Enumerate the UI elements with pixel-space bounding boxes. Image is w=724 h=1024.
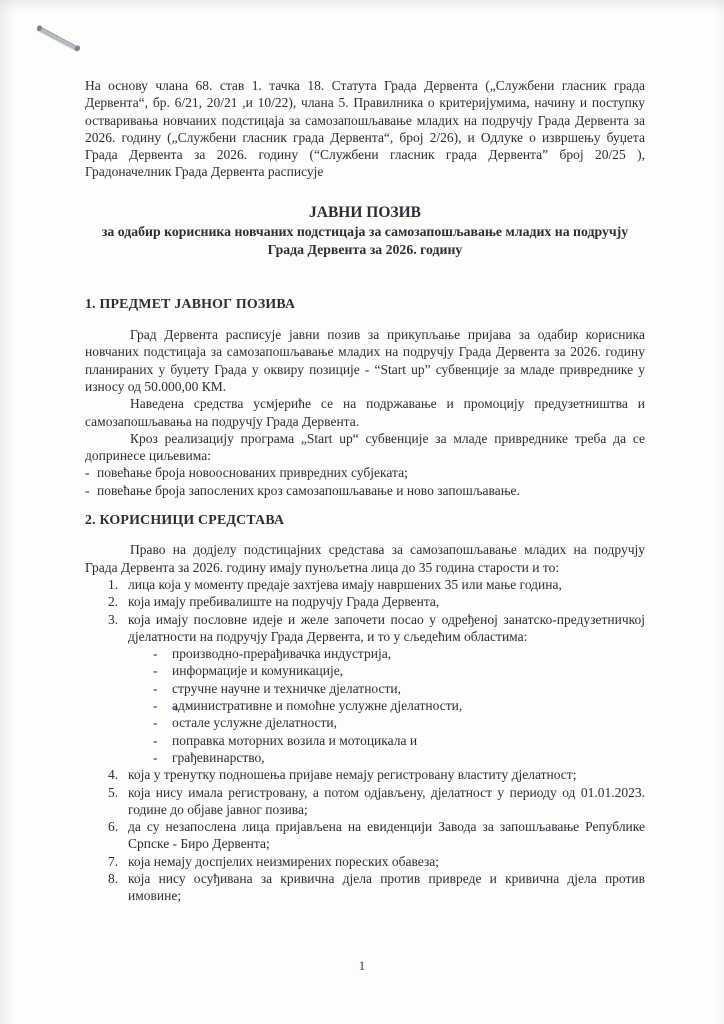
area-text: административне и помоћне услужне дјелатности,: [172, 698, 463, 714]
preamble-paragraph: На основу члана 68. став 1. тачка 18. Статута Града Дервента („Службени гласник града Дервента“, бр. 6/21, 20/21 ,и 10/22), члана 5. Правилника о критеријумима, начину и поступку остваривања новчаних подстицаја за самозапошљавање младих на подручју Града Дервента за 2026. годину („Службени гласник града Дервента“, број 2/26), и Одлуке о извршењу буџета Града Дервента за 2026. годину (“Службени гласник града Дервента” број 20/25 ), Градоначелник Града Дервента расписује: [85, 78, 645, 180]
dash-bullet: -: [153, 715, 158, 731]
area-text: поправка моторних возила и мотоцикала и: [172, 732, 418, 748]
list-item-text: да су незапослена лица пријављена на евиденцији Завода за запошљавање Републике Српске - Биро Дервента;: [128, 819, 645, 852]
area-text: остале услужне дјелатности,: [172, 715, 338, 731]
area-item: [85, 714, 645, 731]
list-item-text: која немају доспјелих неизмирених пореских обавеза;: [128, 853, 440, 869]
list-item: [85, 766, 645, 783]
document-title: ЈАВНИ ПОЗИВ: [309, 203, 421, 221]
list-item: [85, 576, 645, 593]
list-item: [85, 870, 645, 905]
dash-bullet: -: [153, 680, 158, 696]
area-text: стручне научне и техничке дјелатности,: [172, 680, 402, 696]
list-item: [85, 593, 645, 610]
dash-bullet: -: [153, 732, 158, 748]
list-item-text: која нису имала регистровану, а потом одјављену, дјелатност у периоду од 01.01.2023. године до објаве јавног позива;: [128, 784, 645, 817]
list-item: [85, 853, 645, 870]
area-text: производно-прерађивачка индустрија,: [172, 646, 392, 662]
area-item: [85, 662, 645, 679]
section2-intro-paragraph: Право на додјелу подстицајних средстава за самозапошљавање младих на подручју Града Дервента за 2026. годину имају пунољетна лица до 35 година старости и то:: [85, 542, 645, 575]
goal-item: [85, 482, 645, 499]
document-content: [85, 77, 645, 905]
list-item-number: 8.: [108, 870, 119, 886]
list-item: [85, 784, 645, 819]
list-item-text: која имају пребивалиште на подручју Града Дервента,: [128, 594, 440, 610]
list-item-number: 2.: [108, 594, 119, 610]
section1-paragraph-2: Наведена средства усмјериће се на подржавање и промоцију предузетништва и самозапошљавања на подручју Града Дервента.: [85, 396, 645, 429]
area-item: [85, 680, 645, 697]
section1-heading: 1. ПРЕДМЕТ ЈАВНОГ ПОЗИВА: [85, 296, 296, 312]
list-item-number: 3.: [108, 611, 119, 627]
section1-paragraph-1: Град Дервента расписује јавни позив за прикупљање пријава за одабир корисника новчаних подстицаја за самозапошљавање младих на подручју Града Дервента за 2026. годину планираних у буџету Града у оквиру позиције - “Start up” субвенције за младе привреднике у износу од 50.000,00 КМ.: [85, 327, 645, 394]
list-item-number: 6.: [108, 819, 119, 835]
list-item-number: 5.: [108, 784, 119, 800]
dash-bullet: -: [85, 465, 90, 481]
title-block: [85, 203, 645, 259]
document-subtitle: за одабир корисника новчаних подстицаја за самозапошљавање младих на подручју Града Дервента за 2026. годину: [101, 223, 629, 257]
dash-bullet: -: [85, 482, 90, 498]
list-item-text: која имају пословне идеје и желе започети посао у одређеној занатско-предузетничкој дјелатности на подручју Града Дервента, и то у сљедећим областима:: [128, 611, 645, 644]
area-text: информације и комуникације,: [172, 663, 344, 679]
goal-text: повећање броја запослених кроз самозапошљавање и ново запошљавање.: [97, 482, 520, 498]
area-item: [85, 645, 645, 662]
goal-item: [85, 464, 645, 481]
list-item-text: лица која у моменту предаје захтјева имају навршених 35 или мање година,: [128, 576, 562, 592]
list-item-number: 1.: [108, 576, 119, 592]
dash-bullet: -: [153, 749, 158, 765]
dash-bullet: -: [153, 698, 158, 714]
area-item: [85, 749, 645, 766]
section1-paragraph-3: Кроз реализацију програма „Start up“ субвенције за младе привреднике треба да се допринесе циљевима:: [85, 430, 645, 464]
dash-bullet: -: [153, 663, 158, 679]
list-item-text: која у тренутку подношења пријаве немају регистровану властиту дјелатност;: [128, 767, 577, 783]
area-item: [85, 697, 645, 714]
list-item: [85, 818, 645, 853]
staple-icon: [38, 26, 79, 50]
goal-text: повећање броја новооснованих привредних субјеката;: [97, 465, 408, 481]
list-item-text: која нису осуђивана за кривична дјела против привреде и кривична дјела против имовине;: [128, 870, 645, 904]
list-item-number: 7.: [108, 853, 119, 869]
page-number: 1: [358, 958, 366, 973]
eligibility-list: [85, 576, 645, 905]
dash-bullet: -: [153, 646, 158, 662]
list-item-number: 4.: [108, 767, 119, 783]
list-item: [85, 611, 645, 646]
section2-heading: 2. КОРИСНИЦИ СРЕДСТАВА: [85, 513, 285, 529]
area-text: грађевинарство,: [172, 749, 265, 765]
area-item: [85, 732, 645, 749]
